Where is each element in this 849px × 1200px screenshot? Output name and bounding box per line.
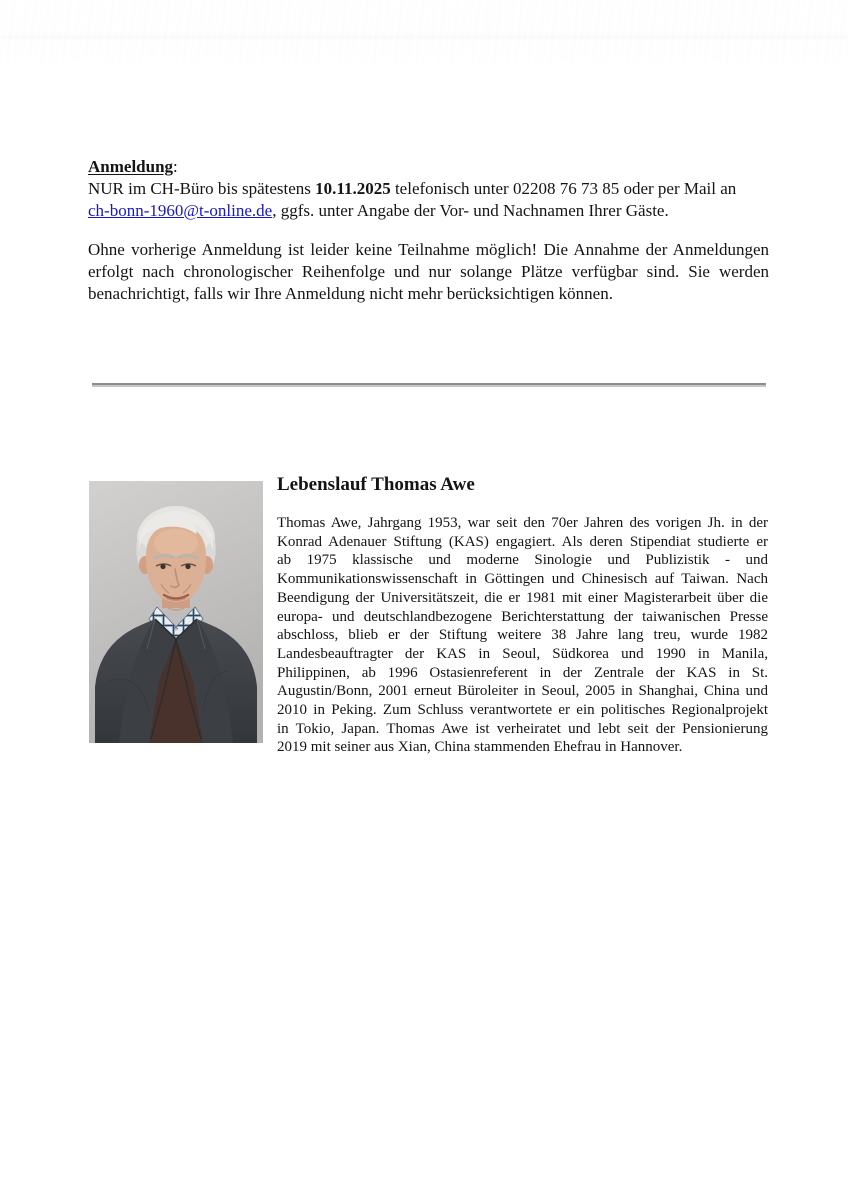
text-segment: telefonisch unter 02208 76 73 85 oder per Mail an — [390, 179, 737, 198]
profile-bio — [277, 514, 768, 757]
text-line: 2019 mit seiner aus Xian, China stammenden Ehefrau in Hannover. — [277, 739, 683, 756]
email-link[interactable]: ch-bonn-1960@t-online.de — [88, 201, 273, 220]
text-line: 2010 in Peking. Zum Schluss verantwortete er ein politisches Regionalprojekt — [277, 702, 768, 719]
text-line: Augustin/Bonn, 2001 erneut Büroleiter in Seoul, 2005 in Shanghai, China und — [277, 683, 768, 700]
text-line: Landesbeauftragter der KAS in Seoul, Südkorea und 1990 in Manila, — [277, 645, 768, 662]
text-line: erfolgt nach chronologischer Reihenfolge und nur solange Plätze verfügbar sind. Sie werden — [88, 262, 769, 281]
text-segment: NUR im CH-Büro bis spätestens — [88, 179, 316, 198]
profile-heading: Lebenslauf Thomas Awe — [277, 474, 475, 495]
registration-title: Anmeldung — [88, 157, 174, 176]
text-line: benachrichtigt, falls wir Ihre Anmeldung nicht mehr berücksichtigen können. — [88, 284, 613, 303]
text-line: Philippinen, ab 1996 Ostasienreferent in der Zentrale der KAS in St. — [277, 664, 768, 681]
text-line — [88, 178, 769, 200]
horizontal-rule — [92, 383, 766, 387]
registration-paragraph-1 — [88, 178, 769, 222]
text-line: ab 1975 klassische und moderne Sinologie und Publizistik - und — [277, 552, 768, 569]
registration-heading — [88, 156, 769, 178]
text-line — [88, 200, 769, 222]
text-line: Thomas Awe, Jahrgang 1953, war seit den 70er Jahren des vorigen Jh. in der — [277, 515, 768, 531]
portrait-photo-image — [89, 481, 263, 743]
text-line: Beendigung der Universitätszeit, die er 1981 mit einer Magisterarbeit über die — [277, 589, 768, 606]
text-line: abschloss, blieb er der Stiftung weitere 38 Jahre lang treu, wurde 1982 — [277, 627, 768, 644]
emphasized-text: 10.11.2025 — [315, 179, 391, 198]
portrait-photo — [89, 481, 263, 743]
registration-section — [88, 156, 769, 222]
text-line: Konrad Adenauer Stiftung (KAS) engagiert. Als deren Stipendiat studierte er — [277, 533, 768, 550]
text-segment: , ggfs. unter Angabe der Vor- und Nachnamen Ihrer Gäste. — [272, 201, 669, 220]
text-line: Ohne vorherige Anmeldung ist leider keine Teilnahme möglich! Die Annahme der Anmeldungen — [88, 240, 769, 259]
text-line: Kommunikationswissenschaft in Göttingen und Chinesisch auf Taiwan. Nach — [277, 571, 768, 588]
text-line: in Tokio, Japan. Thomas Awe ist verheiratet und lebt seit der Pensionierung — [277, 720, 768, 737]
text-line: europa- und deutschlandbezogene Berichterstattung der taiwanischen Presse — [277, 608, 768, 625]
registration-paragraph-2 — [88, 239, 769, 305]
registration-title-colon: : — [173, 157, 178, 176]
scan-artifact — [0, 0, 849, 62]
